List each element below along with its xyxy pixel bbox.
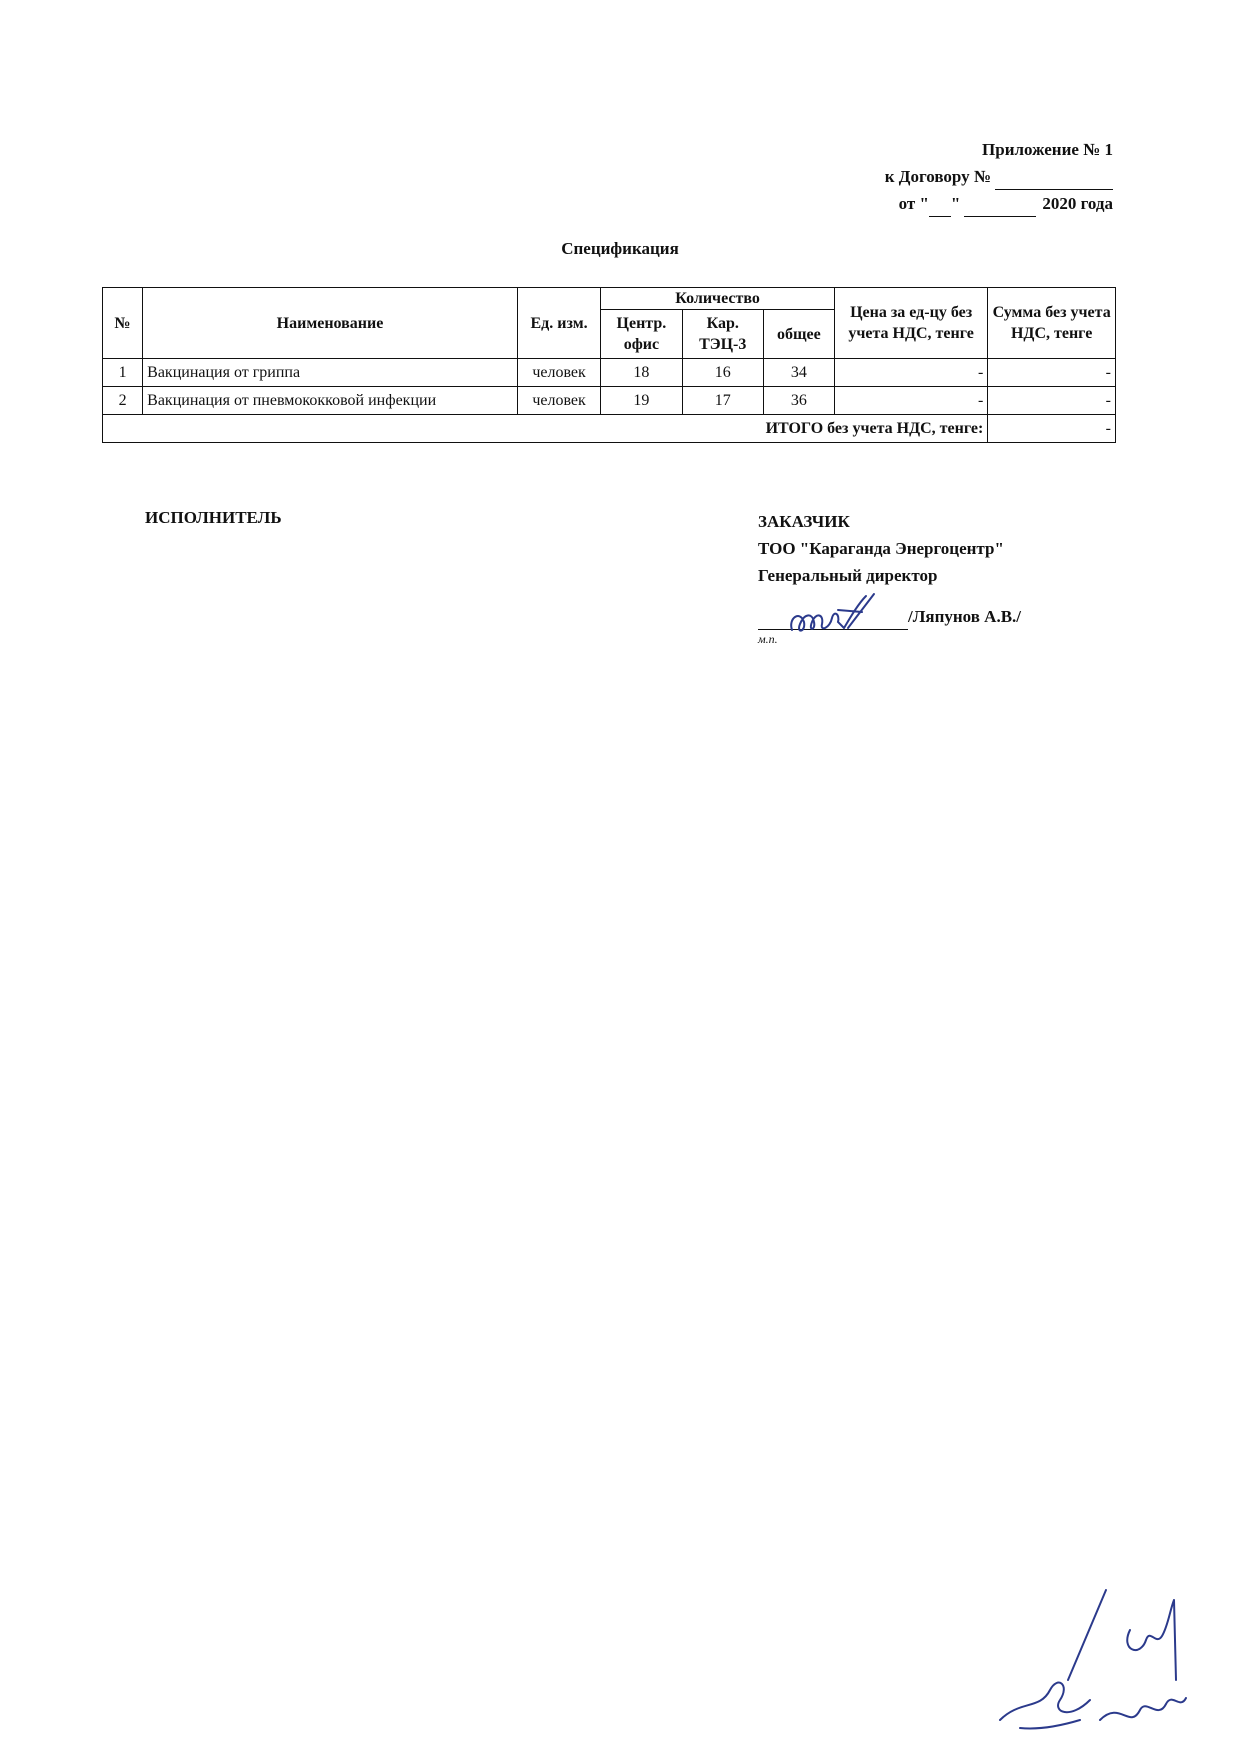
header-unit: Ед. изм. [517,288,600,359]
table-row [103,359,1116,387]
row-price: - [834,359,987,387]
table-header-row [103,288,1116,310]
row-name: Вакцинация от гриппа [143,359,518,387]
signatory-name: /Ляпунов А.В./ [908,607,1022,626]
row-total: 34 [763,359,834,387]
row-unit: человек [517,359,600,387]
header-qty-total: общее [763,310,834,359]
row-num: 1 [103,359,143,387]
header-name: Наименование [143,288,518,359]
appendix-number: Приложение № 1 [982,140,1113,159]
row-central: 19 [601,387,682,415]
customer-label: ЗАКАЗЧИК [758,512,850,531]
table-row [103,387,1116,415]
header-price: Цена за ед-цу без учета НДС, тенге [834,288,987,359]
date-mid: " [950,194,961,213]
month-blank [964,198,1036,217]
row-central: 18 [601,359,682,387]
date-year: 2020 года [1042,194,1113,213]
table-total-row [103,415,1116,443]
specification-table [102,287,1116,443]
row-price: - [834,387,987,415]
executor-label: ИСПОЛНИТЕЛЬ [145,508,282,527]
page-initials-icon [980,1580,1200,1750]
stamp-note: м.п. [758,632,778,646]
total-label: ИТОГО без учета НДС, тенге: [103,415,988,443]
executor-block [145,508,282,528]
customer-signature-icon [778,588,908,648]
row-name: Вакцинация от пневмококковой инфекции [143,387,518,415]
customer-company: ТОО "Караганда Энергоцентр" [758,539,1004,558]
contract-date-line [813,190,1113,217]
day-blank [929,198,951,217]
contract-number-line [813,163,1113,190]
header-sum: Сумма без учета НДС, тенге [988,288,1116,359]
row-tec3: 16 [682,359,763,387]
row-total: 36 [763,387,834,415]
date-prefix: от " [898,194,929,213]
document-title: Спецификация [561,239,679,258]
header-qty-central: Центр. офис [601,310,682,359]
row-unit: человек [517,387,600,415]
row-tec3: 17 [682,387,763,415]
contract-label: к Договору № [884,167,991,186]
header-qty-tec3: Кар. ТЭЦ-3 [682,310,763,359]
appendix-header [813,136,1113,217]
total-value: - [988,415,1116,443]
customer-position: Генеральный директор [758,566,938,585]
contract-number-blank [995,171,1113,190]
row-sum: - [988,387,1116,415]
header-num: № [103,288,143,359]
row-num: 2 [103,387,143,415]
header-qty: Количество [601,288,835,310]
row-sum: - [988,359,1116,387]
